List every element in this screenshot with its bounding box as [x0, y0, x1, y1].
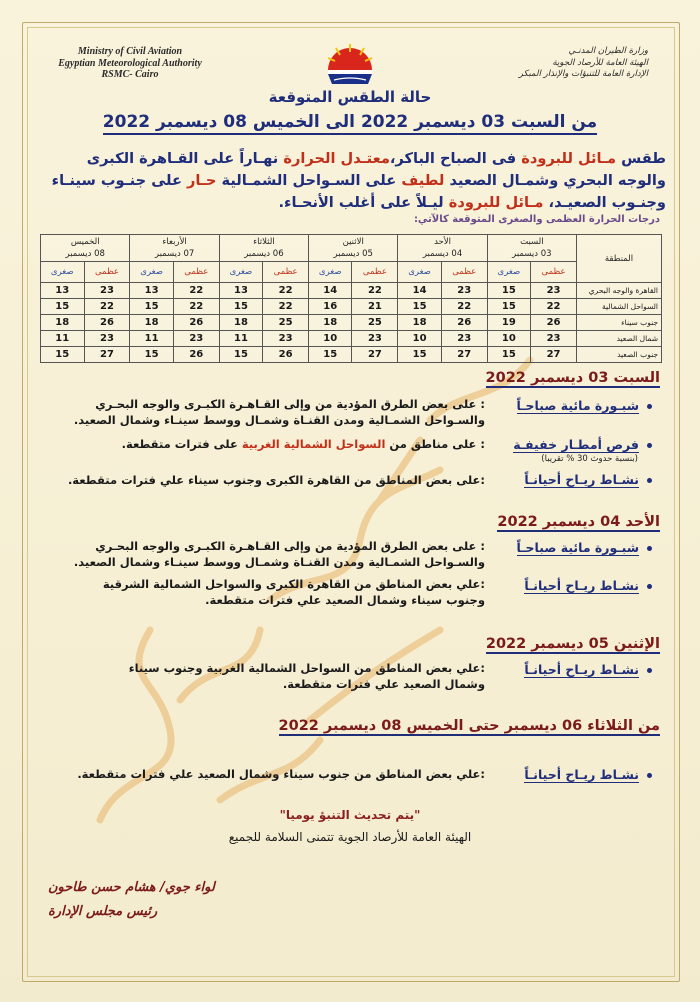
day-date: 04 ديسمبر	[422, 249, 463, 259]
forecast-period-text: من السبت 03 ديسمبر 2022 الى الخميس 08 ديسمبر 2022	[103, 112, 597, 135]
day-column-header	[487, 235, 576, 262]
day-name: الأحد	[434, 237, 451, 247]
center-name-en: RSMC- Cairo	[101, 69, 159, 80]
min-temp-cell: 15	[219, 299, 262, 315]
max-temp-cell: 21	[352, 299, 398, 315]
table-row	[41, 283, 662, 299]
day-heading-name: الإثنين	[613, 636, 660, 652]
day-column-header	[398, 235, 487, 262]
description-line: وجنوب سيناء وشمال الصعيد علي فترات متقطعة.	[205, 593, 485, 607]
min-temp-cell: 19	[487, 315, 530, 331]
department-name-ar: الإدارة العامة للتنبؤات والإنذار المبكر	[518, 69, 648, 79]
max-temp-cell: 22	[531, 299, 577, 315]
max-temp-cell: 26	[441, 315, 487, 331]
max-temp-cell: 23	[531, 283, 577, 299]
max-temp-cell: 23	[441, 331, 487, 347]
min-temp-cell: 10	[309, 331, 352, 347]
min-temp-cell: 18	[398, 315, 441, 331]
bullet-icon	[647, 478, 652, 483]
bullet-icon	[647, 443, 652, 448]
max-temp-cell: 22	[173, 299, 219, 315]
authority-name-ar: الهيئة العامة للأرصاد الجوية	[552, 57, 648, 68]
min-temp-cell: 18	[41, 315, 85, 331]
probability-note: (بنسبة حدوث 30 % تقريبا)	[541, 454, 638, 464]
max-temp-cell: 23	[441, 283, 487, 299]
summary-text: على جنـوب سينـاء وجنـوب الصعيـد،	[51, 172, 666, 211]
description-line: : على بعض الطرق المؤدية من وإلى القـاهـرة الكبـرى والوجه البحـري	[95, 539, 485, 553]
phenomenon-label: نشـاط ريـاح أحيانـاً	[524, 578, 639, 593]
max-temp-cell: 26	[84, 315, 130, 331]
min-temp-cell: 18	[219, 315, 262, 331]
day-column-header	[41, 235, 130, 262]
forecast-item	[524, 662, 652, 677]
day-name: الأربعاء	[162, 237, 187, 247]
temperature-table	[40, 234, 662, 363]
max-temp-cell: 25	[352, 315, 398, 331]
summary-highlight: مـائل للبرودة	[448, 194, 544, 211]
description-line: والسـواحل الشمـالية ومدن القنـاة وشمـال ووسط سينـاء وشمال الصعيد.	[73, 413, 485, 427]
bullet-icon	[647, 773, 652, 778]
min-temp-cell: 15	[487, 299, 530, 315]
phenomenon-label: شبـورة مائية صباحـاً	[516, 540, 639, 555]
min-temp-cell: 14	[309, 283, 352, 299]
day-heading	[486, 370, 660, 386]
table-row	[41, 331, 662, 347]
forecast-period	[0, 112, 700, 132]
max-temp-cell: 23	[84, 283, 130, 299]
max-temp-cell: 23	[84, 331, 130, 347]
max-temp-cell: 22	[263, 283, 309, 299]
min-temp-cell: 15	[487, 283, 530, 299]
min-temp-cell: 18	[130, 315, 173, 331]
forecast-item	[524, 767, 652, 782]
min-temp-cell: 10	[398, 331, 441, 347]
min-temp-header: صغرى	[41, 262, 85, 283]
min-temp-header: صغرى	[309, 262, 352, 283]
min-temp-cell: 13	[219, 283, 262, 299]
day-heading	[486, 636, 660, 652]
phenomenon-description	[45, 538, 485, 570]
max-temp-cell: 26	[531, 315, 577, 331]
max-temp-cell: 23	[352, 331, 398, 347]
day-date: 07 ديسمبر	[154, 249, 195, 259]
min-temp-header: صغرى	[487, 262, 530, 283]
table-row	[41, 315, 662, 331]
signatory-name: لواء جوي/ هشام حسن طاحون	[48, 880, 215, 895]
min-temp-cell: 15	[398, 299, 441, 315]
bullet-icon	[647, 668, 652, 673]
day-name: السبت	[520, 237, 544, 247]
description-line: :علي بعض المناطق من جنوب سيناء وشمال الصعيد علي فترات متقطعة.	[77, 767, 485, 781]
summary-text: على السـواحل الشمـالية	[216, 172, 402, 189]
day-heading-name: الأحد	[625, 514, 660, 530]
max-temp-cell: 22	[352, 283, 398, 299]
min-temp-cell: 18	[309, 315, 352, 331]
min-temp-cell: 15	[219, 347, 262, 363]
max-temp-header: عظمى	[352, 262, 398, 283]
description-line: والسـواحل الشمـالية ومدن القنـاة وشمـال ووسط سينـاء وشمال الصعيد.	[73, 555, 485, 569]
ministry-name-ar: وزارة الطيران المدنـي	[568, 46, 648, 56]
phenomenon-description	[45, 766, 485, 782]
forecast-item	[517, 398, 652, 413]
table-row	[41, 347, 662, 363]
min-temp-cell: 15	[41, 347, 85, 363]
day-name: الاثنين	[342, 237, 364, 247]
min-temp-cell: 13	[130, 283, 173, 299]
summary-highlight: معتـدل الحرارة	[283, 150, 390, 167]
day-date: 08 ديسمبر	[65, 249, 105, 259]
description-highlight: السواحل الشمالية الغربية	[241, 437, 386, 451]
phenomenon-description	[45, 396, 485, 428]
day-date: 03 ديسمبر	[512, 249, 552, 259]
max-temp-cell: 23	[173, 331, 219, 347]
max-temp-cell: 22	[84, 299, 130, 315]
min-temp-cell: 14	[398, 283, 441, 299]
summary-highlight: مـائل للبرودة	[521, 150, 617, 167]
min-temp-cell: 11	[130, 331, 173, 347]
phenomenon-description	[45, 472, 485, 488]
max-temp-cell: 22	[441, 299, 487, 315]
max-temp-cell: 22	[263, 299, 309, 315]
header-arabic	[478, 46, 648, 81]
description-line: :على بعض المناطق من القاهرة الكبرى وجنوب سيناء علي فترات متقطعة.	[67, 473, 485, 487]
table-subheader-row	[41, 262, 662, 283]
day-name: الخميس	[70, 237, 100, 247]
summary-highlight: حـار	[187, 172, 217, 189]
phenomenon-description	[45, 576, 485, 608]
min-temp-cell: 10	[487, 331, 530, 347]
day-heading-date: 03 ديسمبر 2022	[485, 370, 614, 386]
forecast-item	[517, 540, 652, 555]
description-text: على فترات متقطعة.	[121, 437, 242, 451]
day-heading	[279, 718, 660, 734]
table-body	[41, 283, 662, 363]
max-temp-cell: 22	[173, 283, 219, 299]
forecast-item	[513, 437, 652, 464]
summary-text: ليـلاً على أغلب الأنحـاء.	[278, 194, 449, 211]
description-text: : على مناطق من	[385, 437, 485, 451]
max-temp-header: عظمى	[531, 262, 577, 283]
page-title: حالة الطقس المتوقعة	[268, 88, 432, 106]
forecast-item	[524, 578, 652, 593]
max-temp-cell: 27	[84, 347, 130, 363]
safety-wish: الهيئة العامة للأرصاد الجوية تتمنى السلامة للجميع	[228, 830, 472, 844]
authority-logo	[322, 40, 378, 92]
max-temp-cell: 26	[173, 315, 219, 331]
min-temp-cell: 15	[130, 299, 173, 315]
max-temp-header: عظمى	[263, 262, 309, 283]
weather-summary	[40, 148, 666, 214]
summary-highlight: لطيف	[401, 172, 445, 189]
description-line: : على بعض الطرق المؤدية من وإلى القـاهـرة الكبـرى والوجه البحـري	[95, 397, 485, 411]
header-english	[50, 46, 210, 81]
phenomenon-label: نشـاط ريـاح أحيانـاً	[524, 472, 639, 487]
max-temp-cell: 27	[441, 347, 487, 363]
min-temp-cell: 11	[41, 331, 85, 347]
max-temp-cell: 27	[531, 347, 577, 363]
summary-text: طقس	[616, 150, 666, 167]
day-heading-date: 04 ديسمبر 2022	[497, 514, 626, 530]
min-temp-cell: 15	[398, 347, 441, 363]
phenomenon-label: نشـاط ريـاح أحيانـاً	[524, 662, 639, 677]
bullet-icon	[647, 404, 652, 409]
min-temp-cell: 16	[309, 299, 352, 315]
max-temp-header: عظمى	[441, 262, 487, 283]
max-temp-cell: 26	[263, 347, 309, 363]
max-temp-cell: 26	[173, 347, 219, 363]
bullet-icon	[647, 584, 652, 589]
phenomenon-label: فرص أمطـار خفيفـة	[513, 437, 639, 452]
phenomenon-label: شبـورة مائية صباحـاً	[516, 398, 639, 413]
region-column-header: المنطقة	[577, 235, 662, 283]
phenomenon-label: نشـاط ريـاح أحيانـاً	[524, 767, 639, 782]
summary-text: نهـاراً على القـاهرة الكبرى والوجه البحري وشمـال الصعيد	[86, 150, 666, 189]
min-temp-cell: 15	[130, 347, 173, 363]
max-temp-header: عظمى	[173, 262, 219, 283]
max-temp-cell: 27	[352, 347, 398, 363]
min-temp-cell: 15	[487, 347, 530, 363]
min-temp-cell: 15	[41, 299, 85, 315]
day-heading-date: 06 ديسمبر حتى الخميس 08 ديسمبر 2022	[278, 718, 588, 734]
signatory-title: رئيس مجلس الإدارة	[48, 904, 158, 919]
region-cell: شمال الصعيد	[577, 331, 662, 347]
phenomenon-description	[45, 660, 485, 692]
min-temp-header: صغرى	[130, 262, 173, 283]
day-name: الثلاثاء	[253, 237, 275, 247]
description-line: وشمال الصعيد علي فترات متقطعة.	[282, 677, 485, 691]
min-temp-cell: 15	[309, 347, 352, 363]
day-heading-date: 05 ديسمبر 2022	[485, 636, 614, 652]
table-caption: درجات الحرارة العظمى والصغرى المتوقعة كالآتي:	[413, 214, 660, 225]
region-cell: السواحل الشمالية	[577, 299, 662, 315]
max-temp-cell: 23	[531, 331, 577, 347]
forecast-item	[524, 472, 652, 487]
description-line: :علي بعض المناطق من القاهرة الكبرى والسواحل الشمالية الشرقية	[102, 577, 485, 591]
region-cell: جنوب الصعيد	[577, 347, 662, 363]
max-temp-header: عظمى	[84, 262, 130, 283]
min-temp-header: صغرى	[398, 262, 441, 283]
day-date: 06 ديسمبر	[244, 249, 284, 259]
update-note: "يتم تحديث التنبؤ يوميا"	[279, 808, 421, 822]
ministry-name-en: Ministry of Civil Aviation	[77, 46, 183, 57]
min-temp-cell: 13	[41, 283, 85, 299]
min-temp-cell: 11	[219, 331, 262, 347]
description-line: :علي بعض المناطق من السواحل الشمالية الغربية وجنوب سيناء	[128, 661, 485, 675]
bullet-icon	[647, 546, 652, 551]
table-day-header-row	[41, 235, 662, 262]
day-column-header	[309, 235, 398, 262]
summary-text: فى الصباح الباكر،	[389, 150, 522, 167]
phenomenon-description	[45, 436, 485, 452]
day-heading-name: السبت	[613, 370, 660, 386]
authority-name-en: Egyptian Meteorological Authority	[58, 57, 202, 69]
table-row	[41, 299, 662, 315]
max-temp-cell: 25	[263, 315, 309, 331]
day-heading-name: من الثلاثاء	[587, 718, 660, 734]
max-temp-cell: 23	[263, 331, 309, 347]
day-heading	[497, 514, 660, 530]
region-cell: جنوب سيناء	[577, 315, 662, 331]
min-temp-header: صغرى	[219, 262, 262, 283]
region-cell: القاهرة والوجه البحري	[577, 283, 662, 299]
day-date: 05 ديسمبر	[333, 249, 373, 259]
day-column-header	[130, 235, 219, 262]
day-column-header	[219, 235, 308, 262]
